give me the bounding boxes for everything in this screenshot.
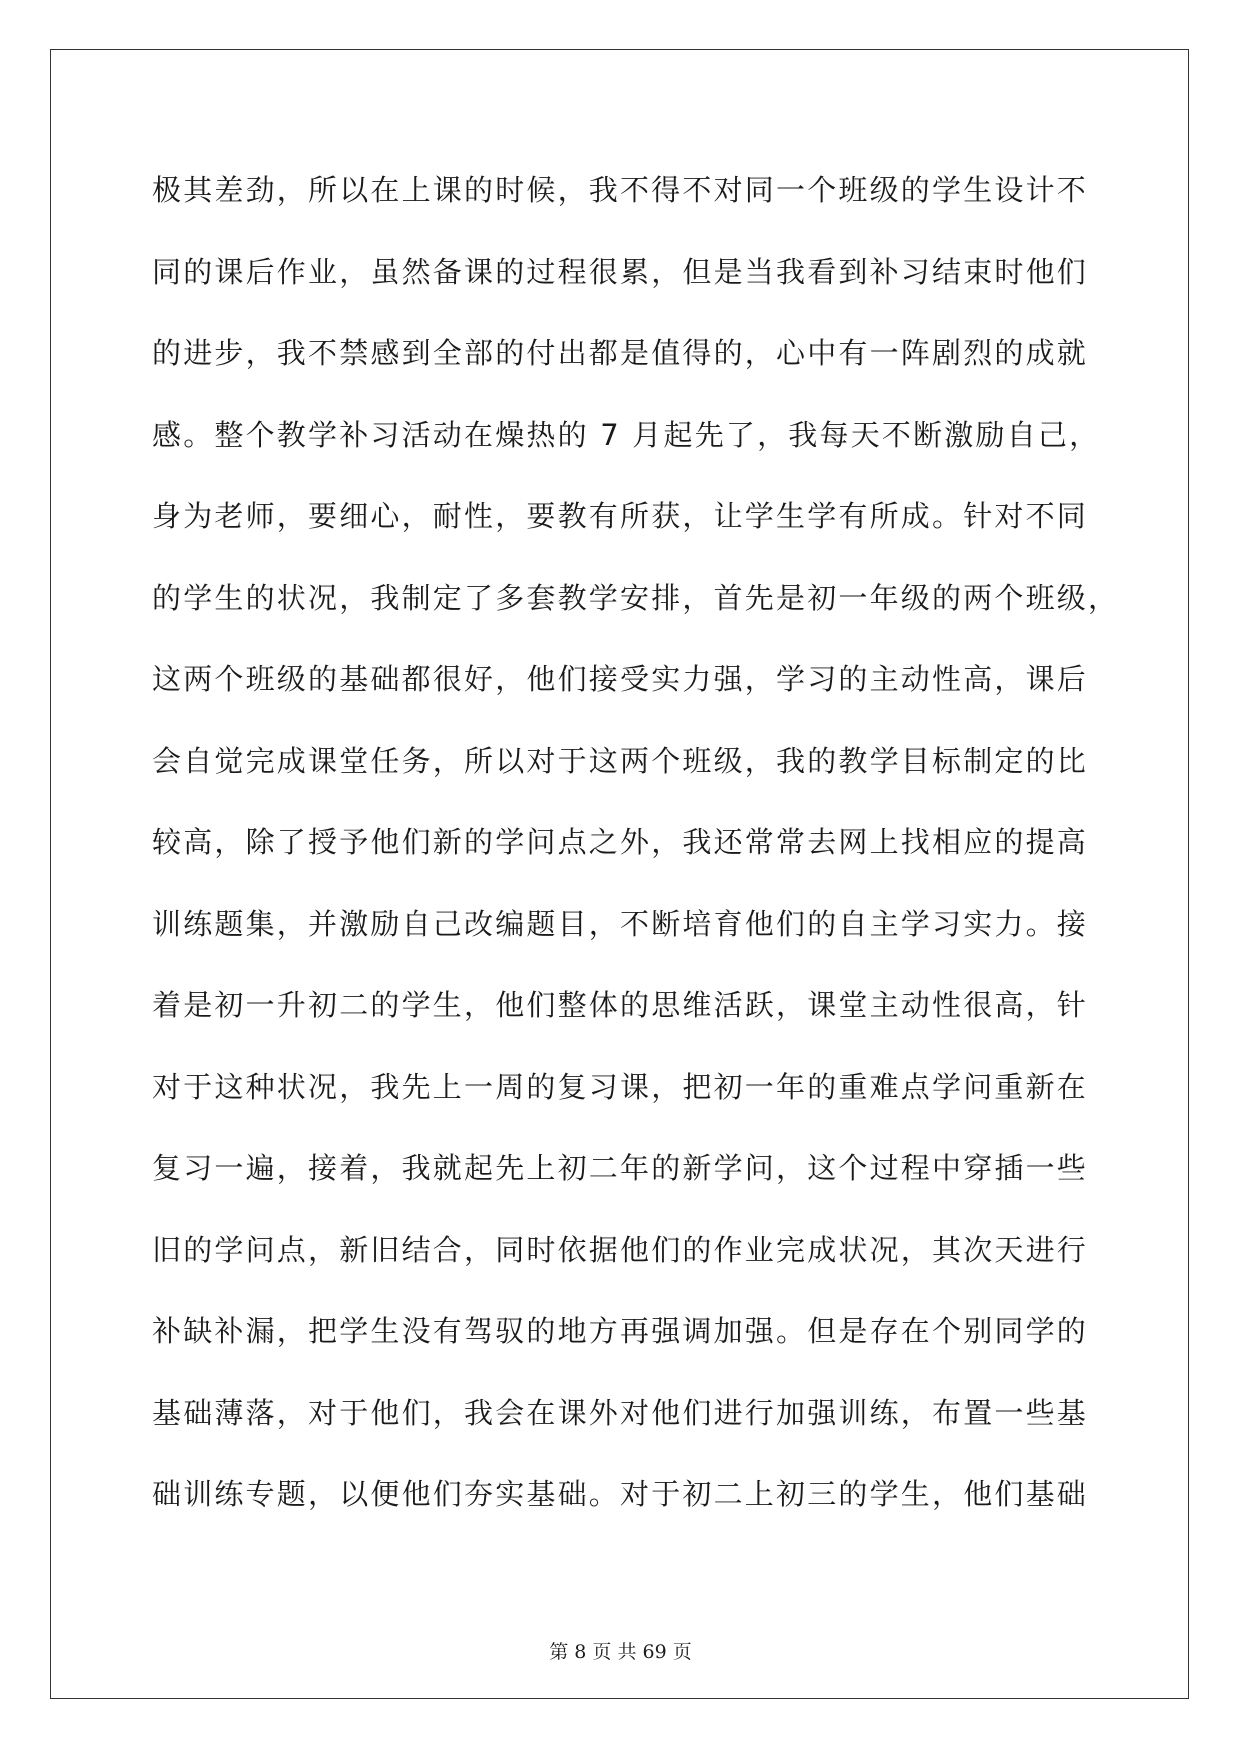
- text-line: 较高，除了授予他们新的学问点之外，我还常常去网上找相应的提高: [152, 825, 1089, 859]
- text-line: 的进步，我不禁感到全部的付出都是值得的，心中有一阵剧烈的成就: [152, 336, 1089, 370]
- text-line: 对于这种状况，我先上一周的复习课，把初一年的重难点学问重新在: [152, 1069, 1089, 1104]
- text-line: 复习一遍，接着，我就起先上初二年的新学问，这个过程中穿插一些: [152, 1151, 1089, 1185]
- text-line: 补缺补漏，把学生没有驾驭的地方再强调加强。但是存在个别同学的: [152, 1314, 1089, 1348]
- text-line: 感。整个教学补习活动在燥热的 7 月起先了，我每天不断激励自己，: [152, 417, 1101, 452]
- text-line: 极其差劲，所以在上课的时候，我不得不对同一个班级的学生设计不: [152, 173, 1089, 207]
- document-body: [152, 160, 1120, 1546]
- text-line: 着是初一升初二的学生，他们整体的思维活跃，课堂主动性很高，针: [152, 988, 1089, 1022]
- text-line: 训练题集，并激励自己改编题目，不断培育他们的自主学习实力。接: [152, 906, 1089, 941]
- text-line: 会自觉完成课堂任务，所以对于这两个班级，我的教学目标制定的比: [152, 743, 1089, 778]
- text-line: 这两个班级的基础都很好，他们接受实力强，学习的主动性高，课后: [152, 662, 1089, 696]
- text-line: 旧的学问点，新旧结合，同时依据他们的作业完成状况，其次天进行: [152, 1232, 1089, 1267]
- text-line: 同的课后作业，虽然备课的过程很累，但是当我看到补习结束时他们: [152, 254, 1089, 289]
- page-number: 第 8 页 共 69 页: [549, 1641, 692, 1663]
- text-line: 身为老师，要细心，耐性，要教有所获，让学生学有所成。针对不同: [152, 499, 1089, 533]
- text-line: 础训练专题，以便他们夯实基础。对于初二上初三的学生，他们基础: [152, 1477, 1089, 1511]
- text-line: 的学生的状况，我制定了多套教学安排，首先是初一年级的两个班级，: [152, 580, 1120, 615]
- text-line: 基础薄落，对于他们，我会在课外对他们进行加强训练，布置一些基: [152, 1395, 1089, 1430]
